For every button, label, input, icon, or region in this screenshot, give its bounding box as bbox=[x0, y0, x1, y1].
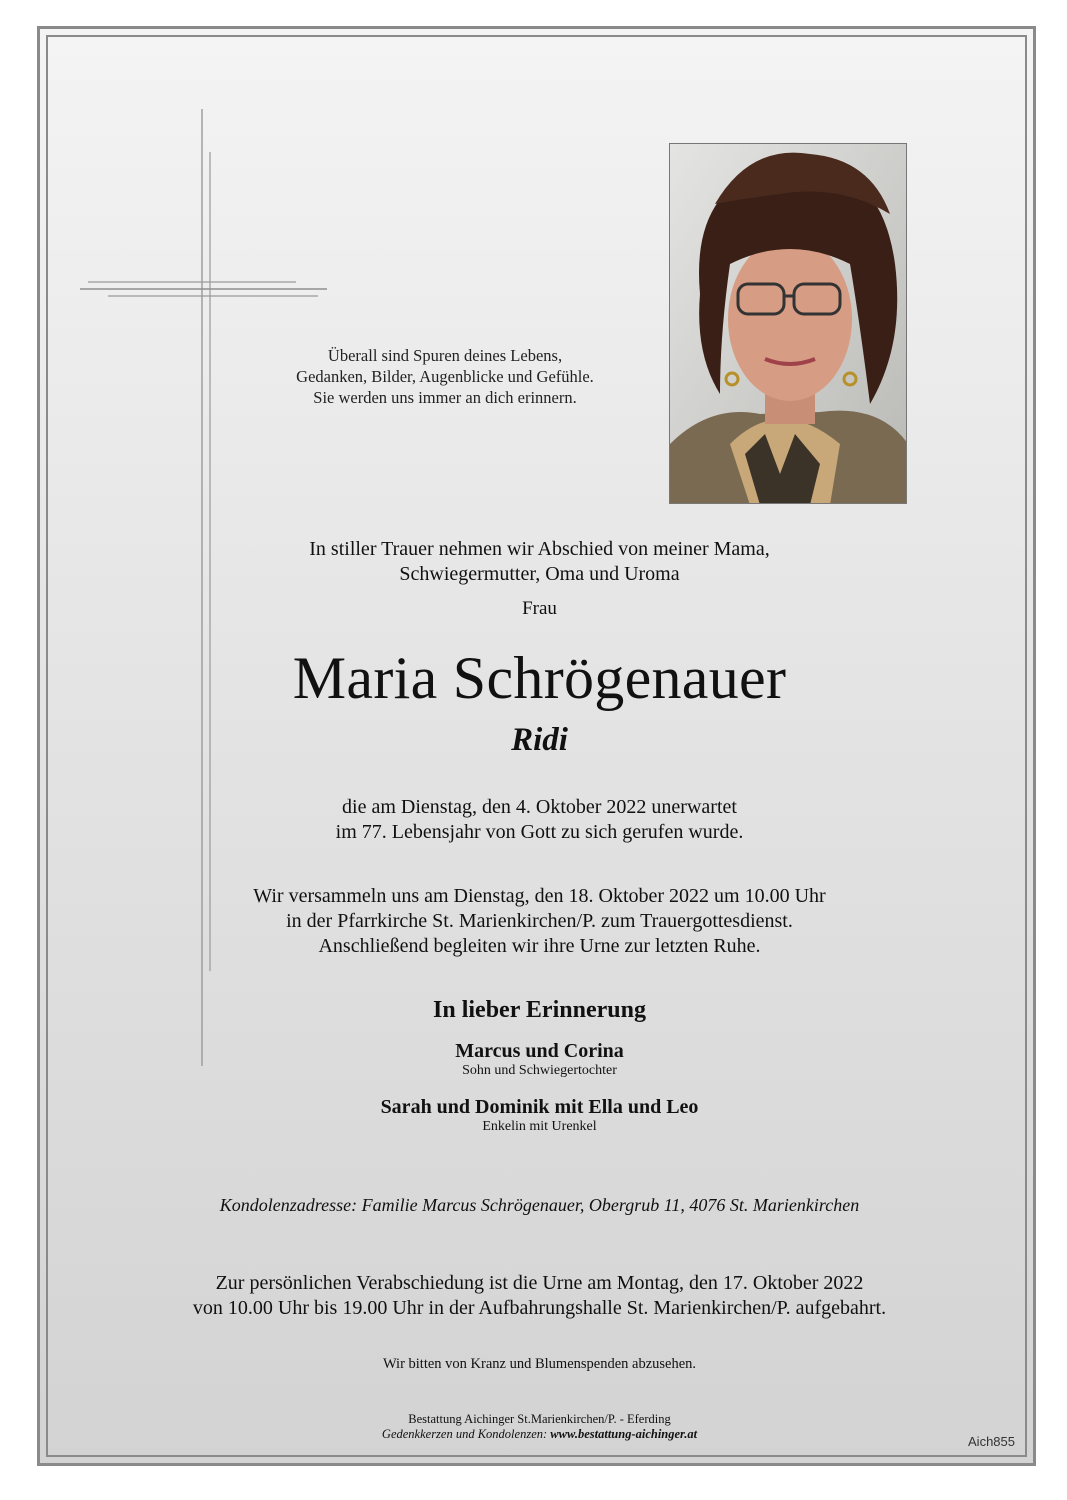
mourner-name: Sarah und Dominik mit Ella und Leo bbox=[380, 1096, 699, 1118]
death-line: im 77. Lebensjahr von Gott zu sich gerufen wurde. bbox=[335, 821, 744, 843]
viewing-line: von 10.00 Uhr bis 19.00 Uhr in der Aufbahrungshalle St. Marienkirchen/P. aufgebahrt. bbox=[192, 1297, 887, 1319]
intro-line: Schwiegermutter, Oma und Uroma bbox=[399, 563, 680, 585]
deceased-name: Maria Schrögenauer bbox=[292, 645, 787, 711]
service-line: Anschließend begleiten wir ihre Urne zur letzten Ruhe. bbox=[318, 935, 761, 957]
mourner-entry bbox=[40, 1040, 1039, 1079]
memory-heading: In lieber Erinnerung bbox=[433, 997, 646, 1023]
motto-line: Sie werden uns immer an dich erinnern. bbox=[313, 388, 577, 407]
portrait-photo bbox=[669, 143, 907, 504]
mourner-name: Marcus und Corina bbox=[455, 1040, 624, 1062]
intro-line: In stiller Trauer nehmen wir Abschied von meiner Mama, bbox=[309, 538, 770, 560]
service-details bbox=[40, 884, 1039, 959]
motto-line: Gedanken, Bilder, Augenblicke und Gefühle. bbox=[296, 367, 594, 386]
mourner-relation: Enkelin mit Urenkel bbox=[482, 1119, 597, 1134]
viewing-line: Zur persönlichen Verabschiedung ist die Urne am Montag, den 17. Oktober 2022 bbox=[215, 1272, 864, 1294]
funeral-home-info bbox=[40, 1412, 1039, 1442]
funeral-home-web-line bbox=[40, 1427, 1039, 1442]
funeral-home-name: Bestattung Aichinger St.Marienkirchen/P. - Eferding bbox=[408, 1412, 671, 1426]
document-code: Aich855 bbox=[968, 1434, 1015, 1449]
obituary-card bbox=[37, 26, 1036, 1466]
salutation: Frau bbox=[522, 598, 557, 619]
flower-request: Wir bitten von Kranz und Blumenspenden abzusehen. bbox=[382, 1356, 697, 1372]
memorial-motto bbox=[235, 345, 655, 408]
death-line: die am Dienstag, den 4. Oktober 2022 unerwartet bbox=[342, 796, 737, 818]
mourner-relation: Sohn und Schwiegertochter bbox=[462, 1063, 617, 1078]
death-notice bbox=[40, 795, 1039, 845]
intro-text bbox=[40, 537, 1039, 587]
funeral-home-web-prefix: Gedenkkerzen und Kondolenzen: bbox=[381, 1427, 551, 1441]
funeral-home-website-link[interactable]: www.bestattung-aichinger.at bbox=[550, 1427, 698, 1441]
viewing-details bbox=[40, 1271, 1039, 1321]
deceased-nickname: Ridi bbox=[511, 722, 568, 758]
service-line: Wir versammeln uns am Dienstag, den 18. Oktober 2022 um 10.00 Uhr bbox=[253, 885, 826, 907]
mourner-entry bbox=[40, 1096, 1039, 1135]
motto-line: Überall sind Spuren deines Lebens, bbox=[327, 346, 563, 365]
condolence-address: Kondolenzadresse: Familie Marcus Schrögenauer, Obergrub 11, 4076 St. Marienkirchen bbox=[219, 1195, 860, 1215]
service-line: in der Pfarrkirche St. Marienkirchen/P. zum Trauergottesdienst. bbox=[286, 910, 793, 932]
